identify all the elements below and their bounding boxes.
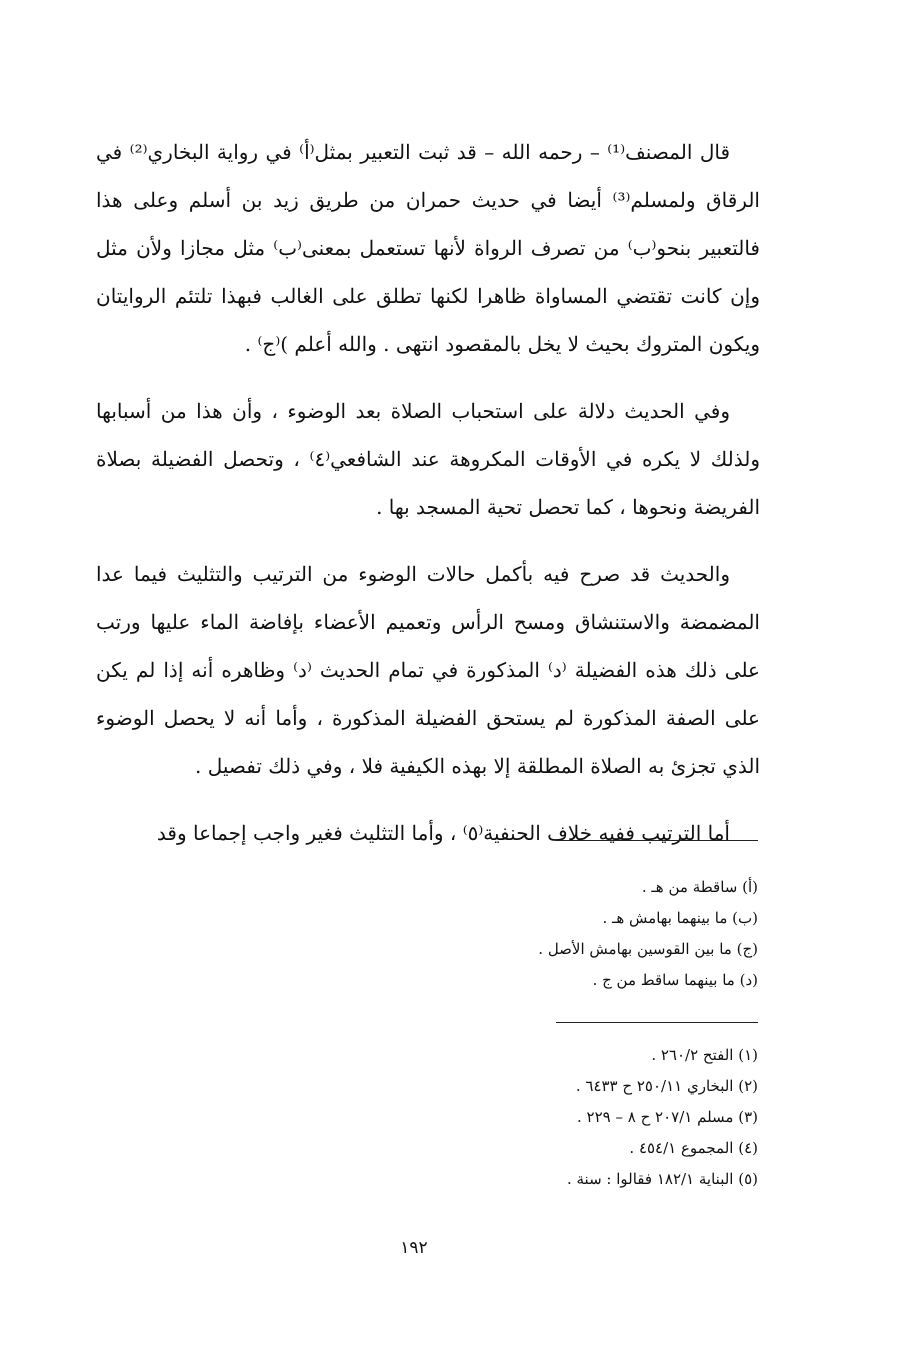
paragraph-4: أما الترتيب ففيه خلاف الحنفية⁽٥⁾ ، وأما التثليث فغير واجب إجماعا وقد xyxy=(156,821,730,845)
reference-footnote: (٢) البخاري ٢٥٠/١١ ح ٦٤٣٣ . xyxy=(575,1077,758,1095)
manuscript-notes xyxy=(338,872,758,996)
reference-footnote: (٣) مسلم ٢٠٧/١ ح ٨ – ٢٢٩ . xyxy=(576,1108,758,1126)
paragraph-3: والحديث قد صرح فيه بأكمل حالات الوضوء من الترتيب والتثليث فيما عدا المضمضة والاستنشاق ومسح الرأس وتعميم الأعضاء بإفاضة الماء عليها ورتب على ذلك هذه الفضيلة ⁽د⁾ المذكورة في تمام الحديث ⁽د⁾ وظاهره أنه إذا لم يكن على الصفة المذكورة لم يستحق الفضيلة المذكورة ، وأما أنه لا يحصل الوضوء الذي تجزئ به الصلاة المطلقة إلا بهذه الكيفية فلا ، وفي ذلك تفصيل . xyxy=(96,562,760,778)
page-number: ١٩٢ xyxy=(400,1238,428,1258)
manuscript-note: (أ) ساقطة من هـ . xyxy=(641,878,758,896)
footnote-separator-2 xyxy=(556,1022,758,1023)
manuscript-note: (ب) ما بينهما بهامش هـ . xyxy=(602,909,758,927)
reference-footnotes xyxy=(338,1040,758,1195)
manuscript-note: (د) ما بينهما ساقط من ج . xyxy=(592,971,758,989)
paragraph-2: وفي الحديث دلالة على استحباب الصلاة بعد الوضوء ، وأن هذا من أسبابها ولذلك لا يكره في الأوقات المكروهة عند الشافعي⁽٤⁾ ، وتحصل الفضيلة بصلاة الفريضة ونحوها ، كما تحصل تحية المسجد بها . xyxy=(96,399,760,519)
main-text-body xyxy=(96,128,760,857)
footnote-separator-1 xyxy=(556,840,758,841)
reference-footnote: (١) الفتح ٢٦٠/٢ . xyxy=(651,1046,758,1064)
manuscript-note: (ج) ما بين القوسين بهامش الأصل . xyxy=(538,940,758,958)
paragraph-1: قال المصنف⁽¹⁾ – رحمه الله – قد ثبت التعبير بمثل⁽أ⁾ في رواية البخاري⁽²⁾ في الرقاق ولمسلم⁽³⁾ أيضا في حديث حمران من طريق زيد بن أسلم وعلى هذا فالتعبير بنحو⁽ب⁾ من تصرف الرواة لأنها تستعمل بمعنى⁽ب⁾ مثل مجازا ولأن مثل وإن كانت تقتضي المساواة ظاهرا لكنها تطلق على الغالب فبهذا تلتئم الروايتان ويكون المتروك بحيث لا يخل بالمقصود انتهى . والله أعلم )⁽ج⁾ . xyxy=(96,140,760,356)
reference-footnote: (٤) المجموع ٤٥٤/١ . xyxy=(629,1139,758,1157)
reference-footnote: (٥) البناية ١٨٢/١ فقالوا : سنة . xyxy=(566,1170,758,1188)
